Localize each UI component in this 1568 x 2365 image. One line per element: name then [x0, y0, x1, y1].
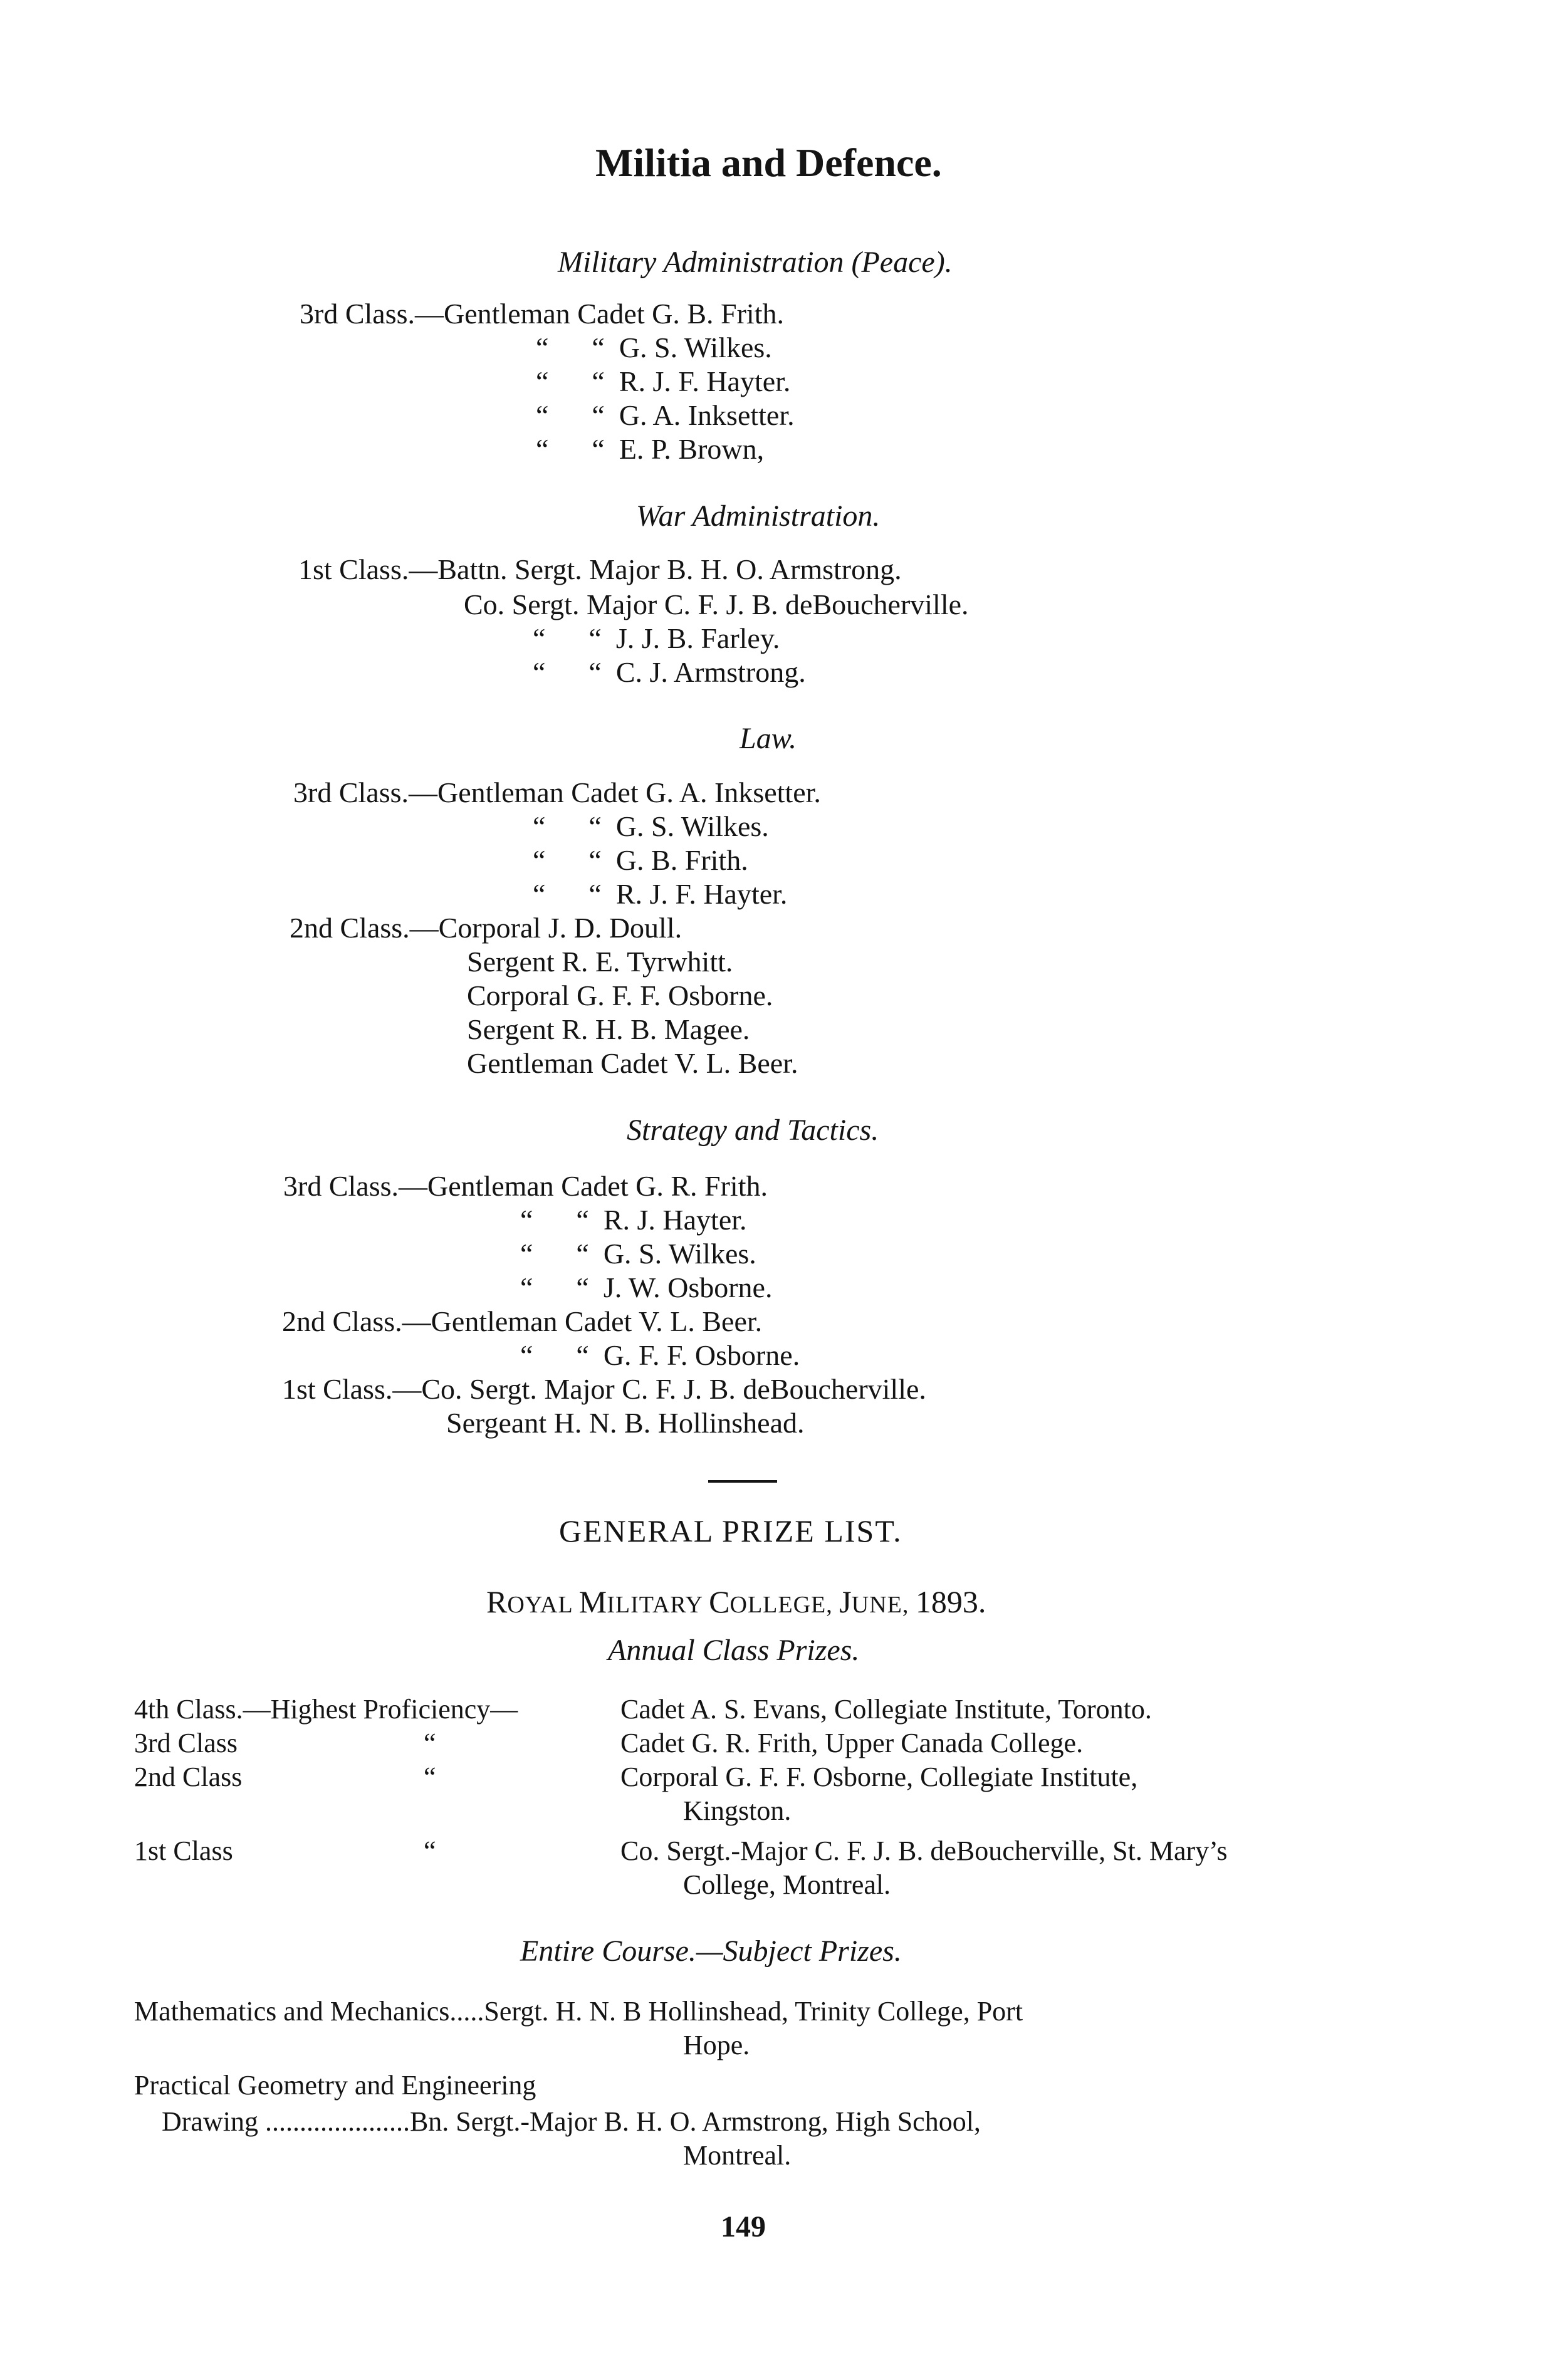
annual-prizes-heading: Annual Class Prizes.: [608, 1634, 860, 1667]
subject-prizes-heading: Entire Course.—Subject Prizes.: [520, 1934, 902, 1968]
subject-row: Mathematics and Mechanics.....Sergt. H. N. B Hollinshead, Trinity College, Port: [134, 1996, 1023, 2027]
annual-row-text: Cadet G. R. Frith, Upper Canada College.: [620, 1728, 1084, 1758]
entry-line: “ “ R. J. F. Hayter.: [536, 365, 791, 397]
subject-row-continuation: Hope.: [683, 2030, 750, 2060]
entry-line: Corporal G. F. F. Osborne.: [467, 979, 773, 1011]
entry-line: 3rd Class.—Gentleman Cadet G. R. Frith.: [283, 1170, 768, 1202]
subject-row: Practical Geometry and Engineering: [134, 2070, 536, 2101]
entry-line: 3rd Class.—Gentleman Cadet G. B. Frith.: [300, 298, 784, 330]
section-heading-military-administration: Military Administration (Peace).: [558, 246, 953, 279]
annual-row-text: Corporal G. F. F. Osborne, Collegiate Institute,: [620, 1762, 1138, 1792]
entry-line: 1st Class.—Co. Sergt. Major C. F. J. B. deBoucherville.: [282, 1373, 926, 1405]
entry-line: Sergeant H. N. B. Hollinshead.: [446, 1407, 805, 1439]
entry-line: Gentleman Cadet V. L. Beer.: [467, 1047, 798, 1079]
section-heading-law: Law.: [740, 722, 797, 755]
annual-row-class: 3rd Class: [134, 1728, 238, 1758]
entry-line: “ “ R. J. F. Hayter.: [533, 878, 788, 910]
annual-row-text: Co. Sergt.-Major C. F. J. B. deBoucherville, St. Mary’s: [620, 1835, 1228, 1866]
entry-line: “ “ G. A. Inksetter.: [536, 399, 795, 431]
annual-row-text: Cadet A. S. Evans, Collegiate Institute, Toronto.: [620, 1694, 1152, 1725]
page-number: 149: [721, 2210, 766, 2243]
section-heading-strategy-tactics: Strategy and Tactics.: [627, 1114, 879, 1147]
annual-row-continuation: Kingston.: [683, 1795, 792, 1826]
prize-list-heading: GENERAL PRIZE LIST.: [559, 1513, 902, 1548]
annual-row-class: 1st Class: [134, 1835, 233, 1866]
entry-line: Sergent R. E. Tyrwhitt.: [467, 946, 733, 978]
entry-line: 2nd Class.—Gentleman Cadet V. L. Beer.: [282, 1305, 763, 1337]
entry-line: “ “ G. F. F. Osborne.: [520, 1339, 800, 1371]
annual-row-ditto: “: [424, 1762, 436, 1792]
entry-line: “ “ J. J. B. Farley.: [533, 622, 780, 654]
entry-line: “ “ C. J. Armstrong.: [533, 656, 806, 688]
page-title: Militia and Defence.: [595, 140, 942, 185]
annual-row-class: 2nd Class: [134, 1762, 243, 1792]
entry-line: “ “ G. S. Wilkes.: [533, 810, 769, 842]
section-divider: [708, 1480, 777, 1483]
subject-row: Drawing .....................Bn. Sergt.-Major B. H. O. Armstrong, High School,: [162, 2106, 981, 2137]
subject-row-continuation: Montreal.: [683, 2140, 792, 2171]
entry-line: “ “ E. P. Brown,: [536, 433, 765, 465]
annual-row-ditto: “: [424, 1728, 436, 1758]
entry-line: 1st Class.—Battn. Sergt. Major B. H. O. Armstrong.: [298, 553, 902, 585]
annual-row-continuation: College, Montreal.: [683, 1869, 891, 1900]
entry-line: Sergent R. H. B. Magee.: [467, 1013, 750, 1045]
entry-line: “ “ J. W. Osborne.: [520, 1271, 773, 1303]
entry-line: Co. Sergt. Major C. F. J. B. deBoucherville.: [464, 588, 969, 620]
entry-line: “ “ R. J. Hayter.: [520, 1204, 747, 1236]
entry-line: 3rd Class.—Gentleman Cadet G. A. Inksetter.: [293, 776, 821, 808]
college-subheading: ROYAL MILITARY COLLEGE, JUNE, 1893.: [486, 1584, 986, 1619]
annual-row-class: 4th Class.—Highest Proficiency—: [134, 1694, 518, 1725]
entry-line: “ “ G. S. Wilkes.: [536, 332, 772, 363]
section-heading-war-administration: War Administration.: [636, 499, 881, 533]
entry-line: “ “ G. S. Wilkes.: [520, 1238, 756, 1270]
entry-line: “ “ G. B. Frith.: [533, 844, 748, 876]
entry-line: 2nd Class.—Corporal J. D. Doull.: [290, 912, 682, 944]
annual-row-ditto: “: [424, 1835, 436, 1866]
